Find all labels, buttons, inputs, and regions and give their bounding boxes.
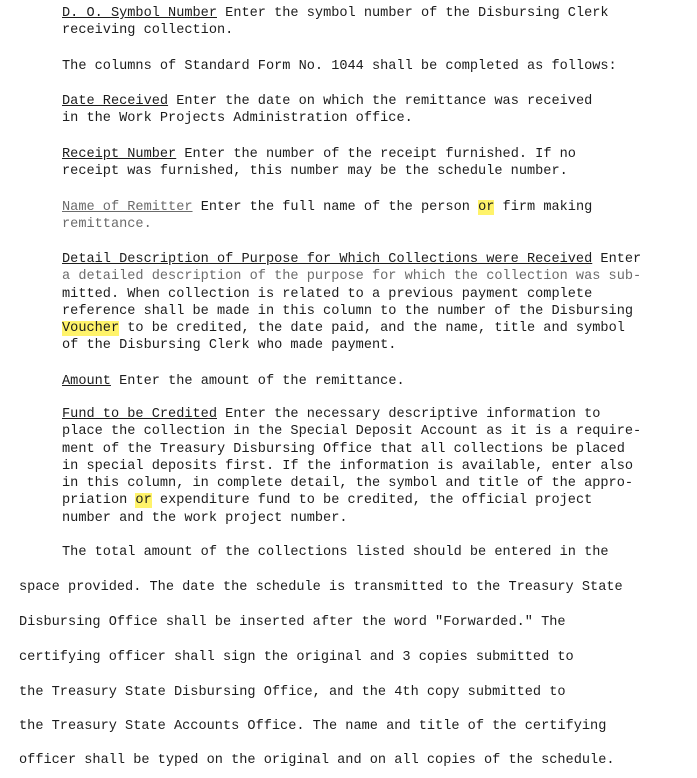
fund-text-3: ment of the Treasury Disbursing Office that all collections be placed — [62, 441, 625, 457]
receipt-number-paragraph — [62, 146, 672, 181]
highlighted-word-or-2: or — [135, 493, 152, 509]
closing-line-1: The total amount of the collections listed should be entered in the — [62, 545, 609, 560]
fund-text-1: Enter the necessary descriptive information to — [225, 407, 601, 422]
name-of-remitter-paragraph — [62, 199, 672, 234]
symbol-number-term: D. O. Symbol Number — [62, 6, 217, 21]
closing-line-5: the Treasury State Disbursing Office, and the 4th copy submitted to — [19, 685, 566, 700]
columns-intro — [62, 58, 672, 75]
highlighted-word-or: or — [478, 200, 495, 215]
fund-text-4: in special deposits first. If the information is available, enter also — [62, 458, 634, 474]
closing-line-4: certifying officer shall sign the original and 3 copies submitted to — [19, 650, 574, 665]
detail-description-text-2: a detailed description of the purpose for which the collection was sub- — [62, 269, 642, 285]
closing-line-7: officer shall be typed on the original and on all copies of the schedule. — [19, 753, 615, 768]
detail-description-text-3: mitted. When collection is related to a previous payment complete — [62, 286, 593, 302]
name-of-remitter-text-a: Enter the full name of the person — [200, 200, 479, 215]
date-received-term: Date Received — [62, 94, 169, 109]
receipt-number-term: Receipt Number — [62, 147, 177, 162]
closing-line-2: space provided. The date the schedule is transmitted to the Treasury State — [19, 580, 623, 595]
closing-line-6: the Treasury State Accounts Office. The name and title of the certifying — [19, 719, 607, 734]
highlighted-word-voucher: Voucher — [62, 321, 120, 337]
detail-description-text-6: of the Disbursing Clerk who made payment. — [62, 338, 397, 354]
closing-line-3: Disbursing Office shall be inserted after the word "Forwarded." The — [19, 615, 566, 630]
fund-text-6a: priation — [62, 493, 136, 509]
fund-text-2: place the collection in the Special Deposit Account as it is a require- — [62, 424, 642, 440]
detail-description-text-4: reference shall be made in this column to the number of the Disbursing — [62, 303, 634, 319]
amount-term: Amount — [62, 374, 111, 389]
date-received-paragraph — [62, 93, 672, 128]
detail-description-text-5: to be credited, the date paid, and the name, title and symbol — [119, 321, 625, 337]
symbol-number-text-1: Enter the symbol number of the Disbursing Clerk — [225, 6, 609, 21]
symbol-number-text-2: receiving collection. — [62, 23, 234, 39]
amount-text: Enter the amount of the remittance. — [119, 374, 405, 389]
name-of-remitter-text-2: remittance. — [62, 217, 152, 233]
receipt-number-text-1: Enter the number of the receipt furnished. If no — [184, 147, 576, 162]
detail-description-text-1: Enter — [600, 252, 642, 267]
amount-paragraph — [62, 373, 672, 390]
receipt-number-text-2: receipt was furnished, this number may be the schedule number. — [62, 164, 568, 180]
detail-description-paragraph — [62, 251, 672, 355]
date-received-text-1: Enter the date on which the remittance was received — [176, 94, 593, 109]
columns-intro-text: The columns of Standard Form No. 1044 shall be completed as follows: — [62, 59, 617, 74]
fund-text-5: in this column, in complete detail, the symbol and title of the appro- — [62, 476, 634, 492]
name-of-remitter-term: Name of Remitter — [62, 200, 193, 215]
symbol-number-paragraph — [62, 5, 672, 40]
fund-text-7: number and the work project number. — [62, 510, 348, 526]
fund-to-be-credited-paragraph — [62, 406, 672, 527]
fund-text-6b: expenditure fund to be credited, the official project — [151, 493, 593, 509]
name-of-remitter-text-b: firm making — [494, 200, 593, 215]
fund-term: Fund to be Credited — [62, 407, 217, 422]
date-received-text-2: in the Work Projects Administration office. — [62, 111, 413, 127]
detail-description-term: Detail Description of Purpose for Which Collections were Received — [62, 252, 593, 267]
